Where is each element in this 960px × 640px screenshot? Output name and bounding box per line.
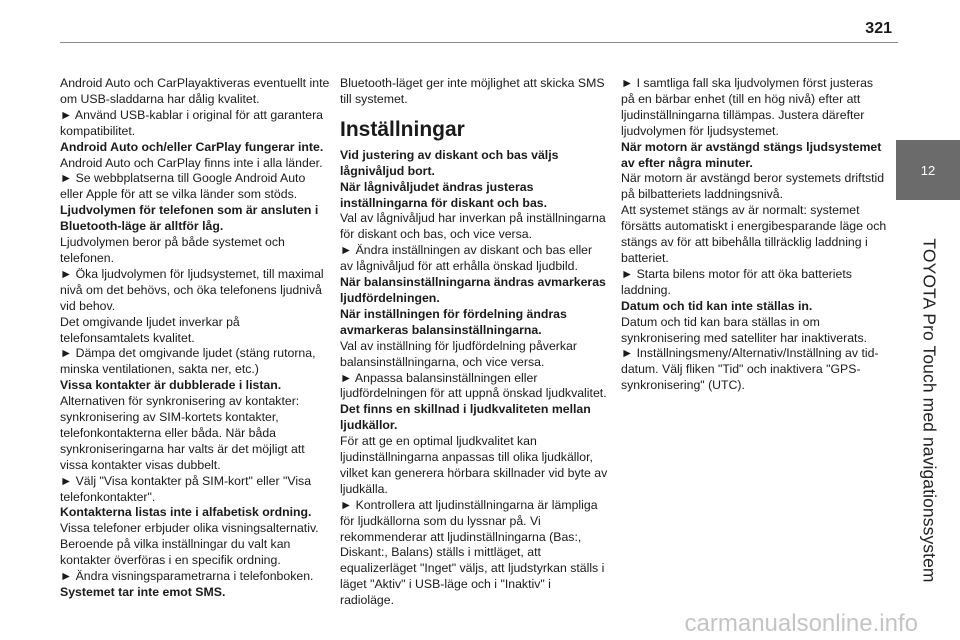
paragraph: Bluetooth-läget ger inte möjlighet att skicka SMS till systemet. — [340, 76, 605, 106]
paragraph: Det omgivande ljudet inverkar på telefonsamtalets kvalitet. — [60, 314, 240, 345]
paragraph: För att ge en optimal ljudkvalitet kan ljudinställningarna anpassas till olika ljudkällor, vilket kan generera hörbara skillnader vid byte av ljudkälla. — [340, 434, 608, 496]
text-column-3 — [621, 76, 889, 394]
bold-question: Ljudvolymen för telefonen som är ansluten i Bluetooth-läge är alltför låg. — [60, 203, 319, 234]
bold-question: När lågnivåljudet ändras justeras inställningarna för diskant och bas. — [340, 179, 548, 210]
paragraph: Att systemet stängs av är normalt: systemet försätts automatiskt i energibesparande läge och stängs av för att bibehålla tillräcklig laddning i batteriet. — [621, 203, 887, 265]
chapter-number: 12 — [920, 162, 936, 178]
paragraph: Alternativen för synkronisering av kontakter: synkronisering av SIM-kortets kontakter, telefonkontakterna eller båda. När båda synkroniseringarna har valts är det möjligt att vissa kontakter visas dubbelt. — [60, 394, 305, 472]
paragraph: ► Se webbplatserna till Google Android Auto eller Apple för att se vilka länder som stöds. — [60, 171, 306, 202]
paragraph: Val av lågnivåljud har inverkan på inställningarna för diskant och bas, och vice versa. — [340, 211, 606, 242]
header-divider — [60, 42, 898, 43]
bold-question: När balansinställningarna ändras avmarkeras ljudfördelningen. — [340, 275, 606, 305]
page-number: 321 — [865, 20, 892, 37]
column-2-intro — [340, 76, 608, 108]
bold-question: Kontakterna listas inte i alfabetisk ordning. — [60, 505, 312, 520]
chapter-title-text: TOYOTA Pro Touch med navigationssystem — [919, 237, 940, 583]
paragraph: Ljudvolymen beror på både systemet och telefonen. — [60, 235, 285, 265]
bold-question: När inställningen för fördelning ändras avmarkeras balansinställningarna. — [340, 306, 567, 337]
bold-question: Android Auto och/eller CarPlay fungerar inte. — [60, 139, 324, 154]
paragraph: ► Starta bilens motor för att öka batteriets laddning. — [621, 266, 852, 297]
paragraph: ► Kontrollera att ljudinställningarna är lämpliga för ljudkällorna som du lyssnar på. Vi rekommenderar att ljudinställningarna (Bas:, Diskant:, Balans) ställs i mittläget, att equalizerläget "Inget" väljs, att ljudstyrkan ställs i läget "Aktiv" i USB-läge och i "Inaktiv" i radioläge. — [340, 497, 605, 608]
paragraph: Datum och tid kan bara ställas in om synkronisering med satelliter har inaktiverats. — [621, 314, 868, 345]
section-heading: Inställningar — [340, 117, 465, 141]
bold-question: Vid justering av diskant och bas väljs lågnivåljud bort. — [340, 147, 559, 178]
bold-question: Det finns en skillnad i ljudkvaliteten mellan ljudkällor. — [340, 402, 591, 433]
paragraph: ► Inställningsmeny/Alternativ/Inställning av tid-datum. Välj fliken "Tid" och inaktivera "GPS-synkronisering" (UTC). — [621, 346, 879, 393]
paragraph: ► Använd USB-kablar i original för att garantera kompatibilitet. — [60, 107, 324, 138]
paragraph: Android Auto och CarPlayaktiveras eventuellt inte om USB-sladdarna har dålig kvalitet. — [60, 76, 330, 106]
chapter-title-vertical — [898, 210, 960, 610]
text-column-1 — [60, 76, 330, 601]
paragraph: Vissa telefoner erbjuder olika visningsalternativ. Beroende på vilka inställningar du valt kan kontakter överföras i en specifik ordning. — [60, 521, 319, 568]
bold-question: När motorn är avstängd stängs ljudsystemet av efter några minuter. — [621, 139, 882, 170]
paragraph: ► Ändra visningsparametrarna i telefonboken. — [60, 569, 314, 584]
bold-question: Vissa kontakter är dubblerade i listan. — [60, 378, 282, 393]
paragraph: ► I samtliga fall ska ljudvolymen först justeras på en bärbar enhet (till en hög nivå) efter att ljudinställningarna tillämpas. Justera därefter ljudvolymen för ljudsystemet. — [621, 76, 874, 138]
paragraph: ► Öka ljudvolymen för ljudsystemet, till maximal nivå om det behövs, och öka telefonens ljudnivå vid behov. — [60, 266, 324, 313]
column-2-body — [340, 148, 608, 609]
paragraph: När motorn är avstängd beror systemets driftstid på bilbatteriets laddningsnivå. — [621, 171, 885, 202]
bold-question: Datum och tid kan inte ställas in. — [621, 298, 813, 313]
paragraph: ► Dämpa det omgivande ljudet (stäng rutorna, minska ventilationen, sakta ner, etc.) — [60, 346, 316, 377]
bold-question: Systemet tar inte emot SMS. — [60, 585, 226, 599]
text-column-2 — [340, 76, 608, 609]
watermark: carmanualsonline.info — [684, 610, 918, 637]
paragraph: ► Anpassa balansinställningen eller ljudfördelningen för att uppnå önskad ljudkvalitet. — [340, 370, 607, 401]
chapter-tab — [896, 140, 960, 200]
paragraph: Val av inställning för ljudfördelning påverkar balansinställningarna, och vice versa. — [340, 338, 577, 369]
paragraph: ► Ändra inställningen av diskant och bas eller av lågnivåljud för att erhålla önskad ljudbild. — [340, 243, 593, 274]
paragraph: ► Välj "Visa kontakter på SIM-kort" eller "Visa telefonkontakter". — [60, 473, 312, 504]
paragraph: Android Auto och CarPlay finns inte i alla länder. — [60, 155, 323, 170]
